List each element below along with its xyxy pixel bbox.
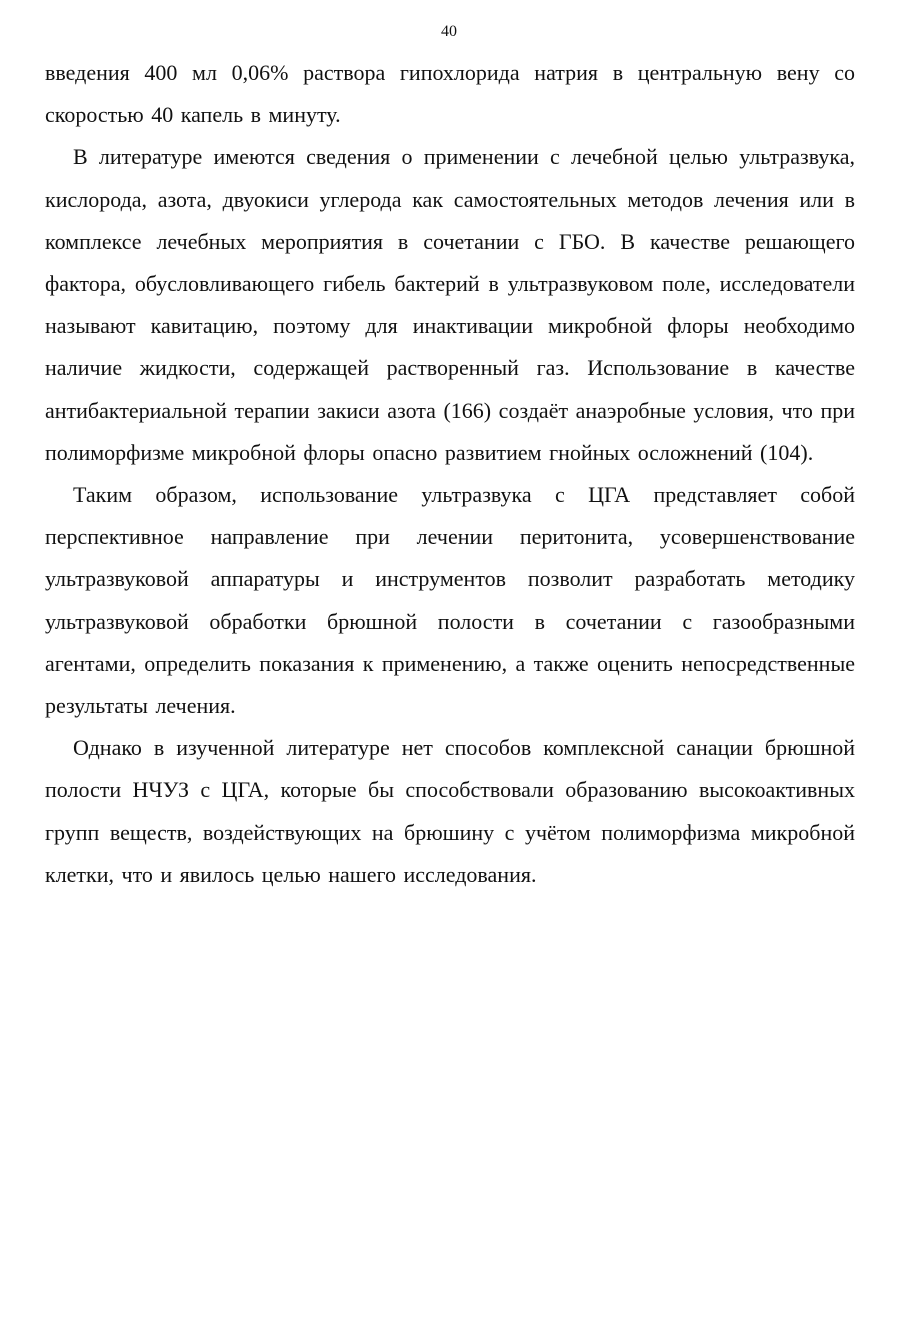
body-text [45,52,855,896]
page-number: 40 [441,23,457,40]
paragraph-2: В литературе имеются сведения о применении с лечебной целью ультразвука, кислорода, азота, двуокиси углерода как самостоятельных методов лечения или в комплексе лечебных мероприятия в сочетании с ГБО. В качестве решающего фактора, обусловливающего гибель бактерий в ультразвуковом поле, исследователи называют кавитацию, поэтому для инактивации микробной флоры необходимо наличие жидкости, содержащей растворенный газ. Использование в качестве антибактериальной терапии закиси азота (166) создаёт анаэробные условия, что при полиморфизме микробной флоры опасно развитием гнойных осложнений (104). [45,144,855,465]
paragraph-4: Однако в изученной литературе нет способов комплексной санации брюшной полости НЧУЗ с ЦГА, которые бы способствовали образованию высокоактивных групп веществ, воздействующих на брюшину с учётом полиморфизма микробной клетки, что и явилось целью нашего исследования. [45,735,855,887]
paragraph-1: введения 400 мл 0,06% раствора гипохлорида натрия в центральную вену со скоростью 40 капель в минуту. [45,60,855,128]
paragraph-3: Таким образом, использование ультразвука с ЦГА представляет собой перспективное направление при лечении перитонита, усовершенствование ультразвуковой аппаратуры и инструментов позволит разработать методику ультразвуковой обработки брюшной полости в сочетании с газообразными агентами, определить показания к применению, а также оценить непосредственные результаты лечения. [45,482,855,719]
